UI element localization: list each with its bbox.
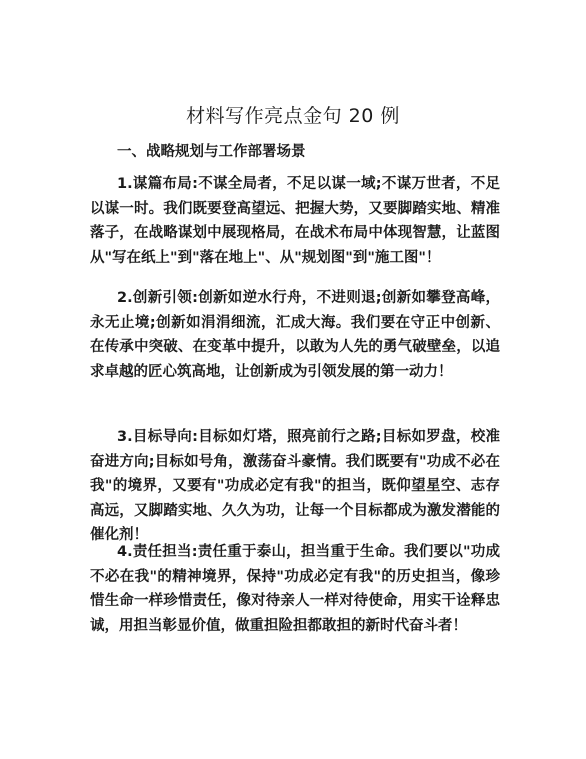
paragraph-2: 2.创新引领:创新如逆水行舟，不进则退;创新如攀登高峰，永无止境;创新如涓涓细流，汇成大海。我们要在守正中创新、在传承中突破、在变革中提升，以敢为人先的勇气破壁垒，以追求卓越的匠心筑高地，让创新成为引领发展的第一动力！ (90, 290, 500, 380)
paragraph-4: 4.责任担当:责任重于泰山，担当重于生命。我们要以"功成不必在我"的精神境界，保持"功成必定有我"的历史担当，像珍惜生命一样珍惜责任，像对待亲人一样对待使命，用实干诠释忠诚，用担当彰显价值，做重担险担都敢担的新时代奋斗者！ (90, 544, 500, 634)
paragraph-1: 1.谋篇布局:不谋全局者，不足以谋一域;不谋万世者，不足以谋一时。我们既要登高望远、把握大势，又要脚踏实地、精准落子，在战略谋划中展现格局，在战术布局中体现智慧，让蓝图从"写在纸上"到"落在地上"、从"规划图"到"施工图"！ (90, 176, 500, 266)
document-title: 材料写作亮点金句 20 例 (186, 105, 400, 127)
paragraph-3: 3.目标导向:目标如灯塔，照亮前行之路;目标如罗盘，校准奋进方向;目标如号角，激荡奋斗豪情。我们既要有"功成不必在我"的境界，又要有"功成必定有我"的担当，既仰望星空、志存高远，又脚踏实地、久久为功，让每一个目标都成为激发潜能的催化剂！ (90, 429, 500, 543)
section-heading: 一、战略规划与工作部署场景 (117, 144, 306, 160)
